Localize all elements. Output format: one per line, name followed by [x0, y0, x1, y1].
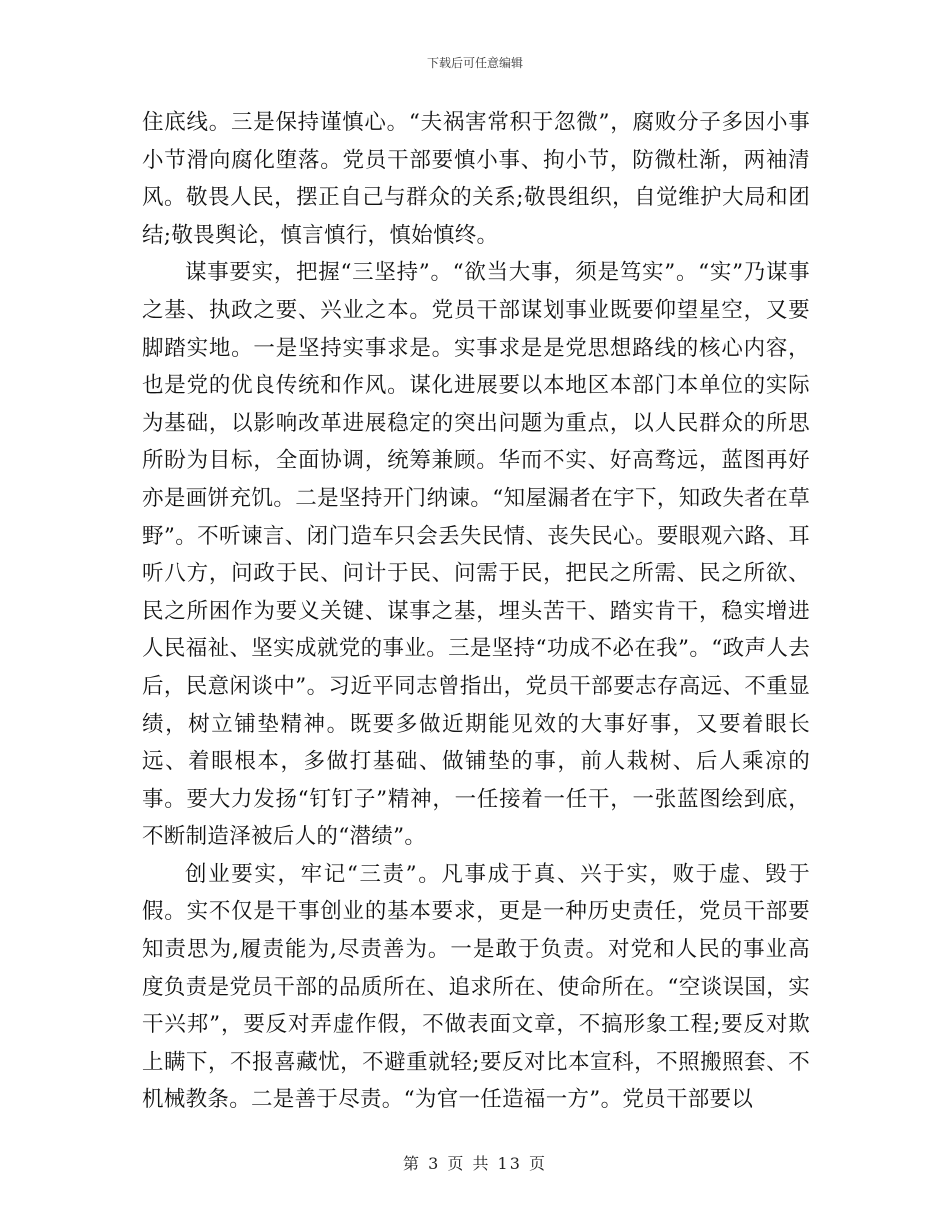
paragraph-1: 住底线。三是保持谨慎心。“夫祸害常积于忽微”，腐败分子多因小事小节滑向腐化堕落。党员干部要慎小事、拘小节，防微杜渐，两袖清风。敬畏人民，摆正自己与群众的关系;敬畏组织，自觉维护大局和团结;敬畏舆论，慎言慎行，慎始慎终。 [142, 110, 810, 248]
paragraph-2: 谋事要实，把握“三坚持”。“欲当大事，须是笃实”。“实”乃谋事之基、执政之要、兴业之本。党员干部谋划事业既要仰望星空，又要脚踏实地。一是坚持实事求是。实事求是是党思想路线的核心内容，也是党的优良传统和作风。谋化进展要以本地区本部门本单位的实际为基础，以影响改革进展稳定的突出问题为重点，以人民群众的所思所盼为目标，全面协调，统筹兼顾。华而不实、好高骛远，蓝图再好亦是画饼充饥。二是坚持开门纳谏。“知屋漏者在宇下，知政失者在草野”。不听谏言、闭门造车只会丢失民情、丧失民心。要眼观六路、耳听八方，问政于民、问计于民、问需于民，把民之所需、民之所欲、民之所困作为要义关键、谋事之基，埋头苦干、踏实肯干，稳实增进人民福祉、坚实成就党的事业。三是坚持“功成不必在我”。“政声人去后，民意闲谈中”。习近平同志曾指出，党员干部要志存高远、不重显绩，树立铺垫精神。既要多做近期能见效的大事好事，又要着眼长远、着眼根本，多做打基础、做铺垫的事，前人栽树、后人乘凉的事。要大力发扬“钉钉子”精神，一任接着一任干，一张蓝图绘到底，不断制造泽被后人的“潜绩”。 [142, 260, 810, 850]
page-number-footer: 第 3 页 共 13 页 [403, 1154, 547, 1173]
page-header: 下载后可任意编辑 [426, 56, 523, 70]
body-text [142, 104, 810, 1119]
paragraph-3: 创业要实，牢记“三责”。凡事成于真、兴于实，败于虚、毁于假。实不仅是干事创业的基本要求，更是一种历史责任，党员干部要知责思为,履责能为,尽责善为。一是敢于负责。对党和人民的事业高度负责是党员干部的品质所在、追求所在、使命所在。“空谈误国，实干兴邦”，要反对弄虚作假，不做表面文章，不搞形象工程;要反对欺上瞒下，不报喜藏忧，不避重就轻;要反对比本宣科，不照搬照套、不机械教条。二是善于尽责。“为官一任造福一方”。党员干部要以 [142, 861, 810, 1113]
